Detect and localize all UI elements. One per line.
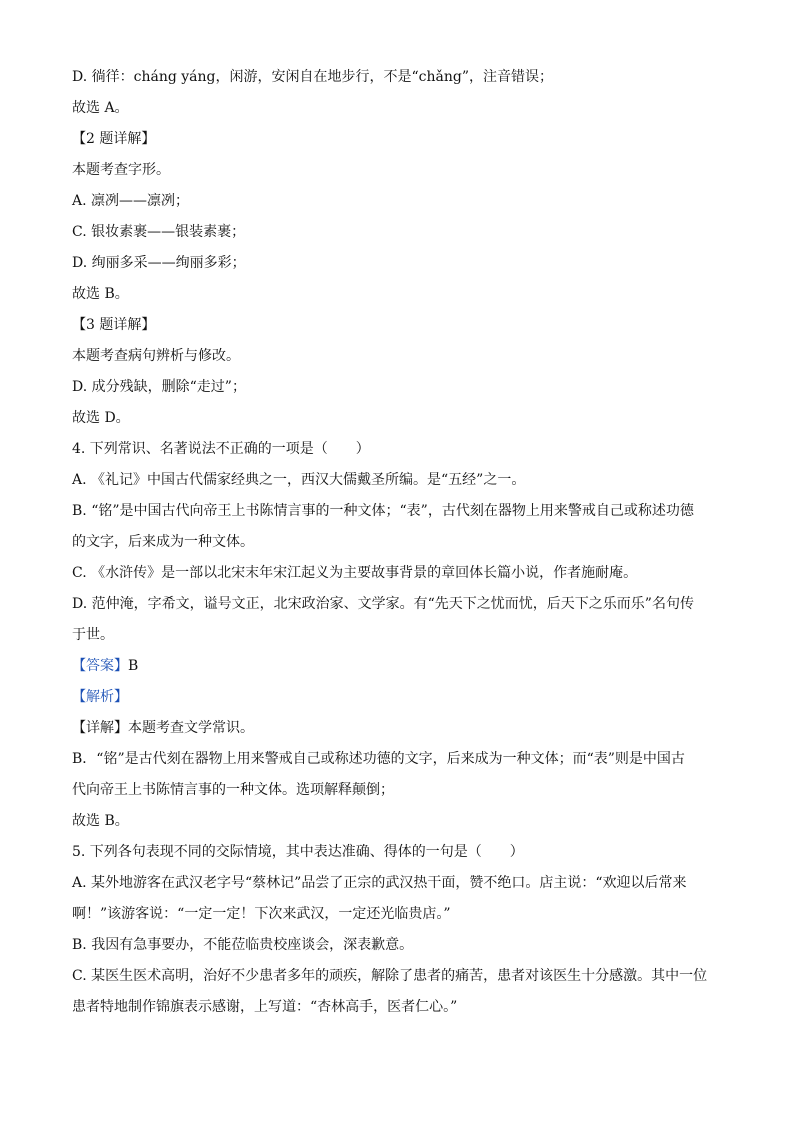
- answer-label: 【答案】: [72, 658, 128, 674]
- question-stem: 4. 下列常识、名著说法不正确的一项是（ ）: [72, 441, 370, 457]
- text-line: 故选 A。: [72, 100, 129, 116]
- text-line: 故选 D。: [72, 410, 130, 426]
- option-line: A. 某外地游客在武汉老字号“蔡林记”品尝了正宗的武汉热干面，赞不绝口。店主说：“欢迎以后常来: [72, 875, 687, 891]
- text-line: A. 凛冽——凛冽；: [72, 193, 190, 209]
- option-line: 于世。: [72, 627, 114, 643]
- text-line: C. 银妆素裹——银装素裹；: [72, 224, 246, 240]
- answer-value: B: [128, 658, 139, 674]
- section-heading: 【3 题详解】: [72, 317, 156, 333]
- question-stem: 5. 下列各句表现不同的交际情境，其中表达准确、得体的一句是（ ）: [72, 844, 524, 860]
- document-page: [72, 62, 722, 1023]
- option-line: B. 我因有急事要办，不能莅临贵校座谈会，深表歉意。: [72, 937, 414, 953]
- option-line: 的文字，后来成为一种文体。: [72, 534, 254, 550]
- analysis-label: 【解析】: [72, 689, 128, 705]
- option-line: A. 《礼记》中国古代儒家经典之一，西汉大儒戴圣所编。是“五经”之一。: [72, 472, 526, 488]
- text-line: 本题考查病句辨析与修改。: [72, 348, 240, 364]
- text-line: D. 成分残缺，删除“走过”；: [72, 379, 246, 395]
- text-line: D. 绚丽多采——绚丽多彩；: [72, 255, 246, 271]
- section-heading: 【2 题详解】: [72, 131, 156, 147]
- text-line: 故选 B。: [72, 286, 129, 302]
- answer-line: [72, 651, 722, 682]
- text-line: 故选 B。: [72, 813, 129, 829]
- option-line: 患者特地制作锦旗表示感谢，上写道：“杏林高手，医者仁心。”: [72, 999, 458, 1015]
- option-line: D. 范仲淹，字希文，谥号文正，北宋政治家、文学家。有“先天下之忧而忧，后天下之乐而乐”名句传: [72, 596, 694, 612]
- text-line: B．“铭”是古代刻在器物上用来警戒自己或称述功德的文字，后来成为一种文体；而“表”则是中国古: [72, 751, 685, 767]
- analysis-line: [72, 682, 722, 713]
- text-line: 本题考查字形。: [72, 162, 170, 178]
- text-line: 【详解】本题考查文学常识。: [72, 720, 254, 736]
- option-line: B. “铭”是中国古代向帝王上书陈情言事的一种文体；“表”，古代刻在器物上用来警戒自己或称述功德: [72, 503, 694, 519]
- option-line: 啊！”该游客说：“一定一定！下次来武汉，一定还光临贵店。”: [72, 906, 451, 922]
- text-line: 代向帝王上书陈情言事的一种文体。选项解释颠倒；: [72, 782, 394, 798]
- text-line: D. 徜徉：cháng yáng，闲游，安闲自在地步行，不是“chǎng”，注音错误；: [72, 69, 553, 85]
- option-line: C. 某医生医术高明，治好不少患者多年的顽疾，解除了患者的痛苦，患者对该医生十分感激。其中一位: [72, 968, 708, 984]
- option-line: C. 《水浒传》是一部以北宋末年宋江起义为主要故事背景的章回体长篇小说，作者施耐庵。: [72, 565, 638, 581]
